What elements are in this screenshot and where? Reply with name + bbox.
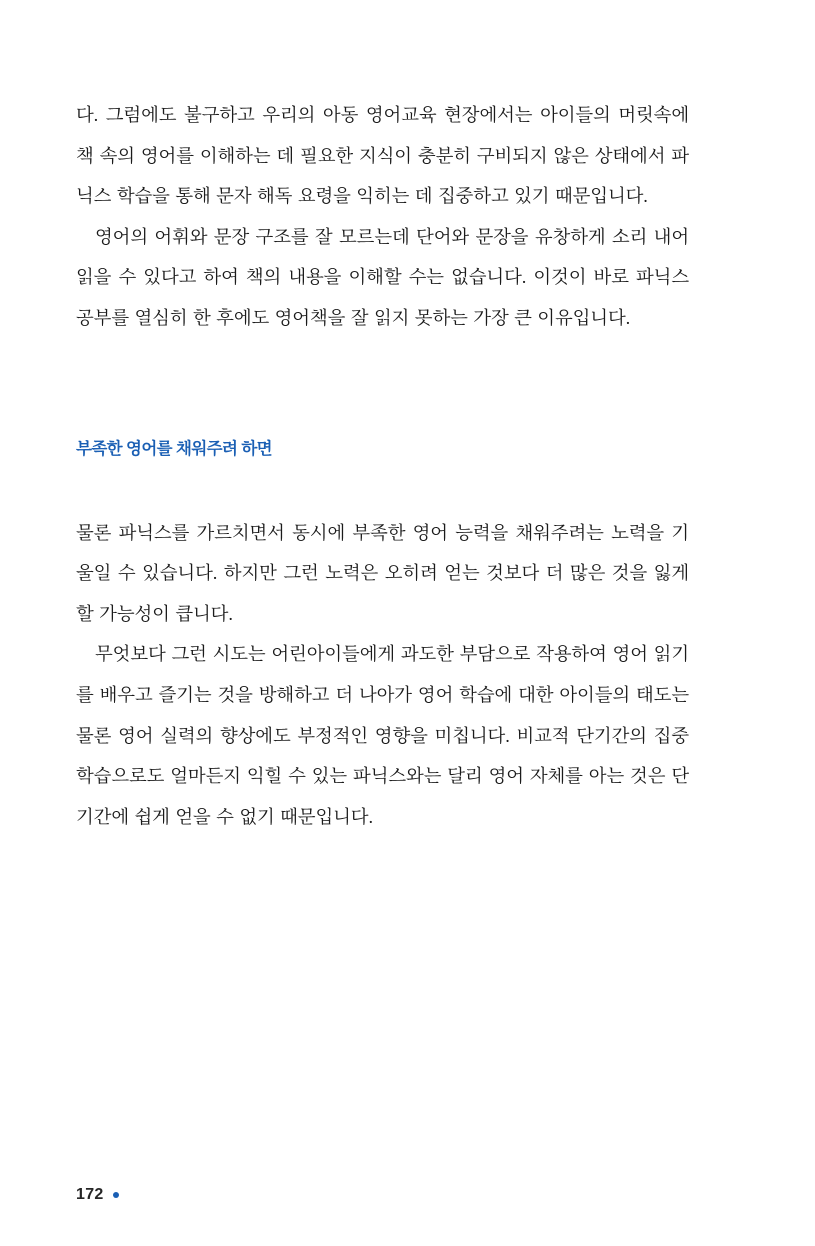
page-footer [76,1186,119,1204]
section-spacer [76,339,689,435]
paragraph-3: 물론 파닉스를 가르치면서 동시에 부족한 영어 능력을 채워주려는 노력을 기울일 수 있습니다. 하지만 그런 노력은 오히려 얻는 것보다 더 많은 것을 잃게 할 가능성이 큽니다. [76,522,689,624]
page-content [76,95,689,837]
section-heading: 부족한 영어를 채워주려 하면 [76,439,273,458]
paragraph-1: 다. 그럼에도 불구하고 우리의 아동 영어교육 현장에서는 아이들의 머릿속에 책 속의 영어를 이해하는 데 필요한 지식이 충분히 구비되지 않은 상태에서 파닉스 학습을 통해 문자 해독 요령을 익히는 데 집중하고 있기 때문입니다. [76,105,689,207]
paragraph-2: 영어의 어휘와 문장 구조를 잘 모르는데 단어와 문장을 유창하게 소리 내어 읽을 수 있다고 하여 책의 내용을 이해할 수는 없습니다. 이것이 바로 파닉스 공부를 열심히 한 후에도 영어책을 잘 읽지 못하는 가장 큰 이유입니다. [76,226,689,328]
heading-spacer [76,459,689,513]
footer-dot-icon [113,1192,119,1198]
paragraph-4: 무엇보다 그런 시도는 어린아이들에게 과도한 부담으로 작용하여 영어 읽기를 배우고 즐기는 것을 방해하고 더 나아가 영어 학습에 대한 아이들의 태도는 물론 영어 실력의 향상에도 부정적인 영향을 미칩니다. 비교적 단기간의 집중 학습으로도 얼마든지 익힐 수 있는 파닉스와는 달리 영어 자체를 아는 것은 단기간에 쉽게 얻을 수 없기 때문입니다. [76,644,689,827]
page-number: 172 [76,1186,104,1203]
